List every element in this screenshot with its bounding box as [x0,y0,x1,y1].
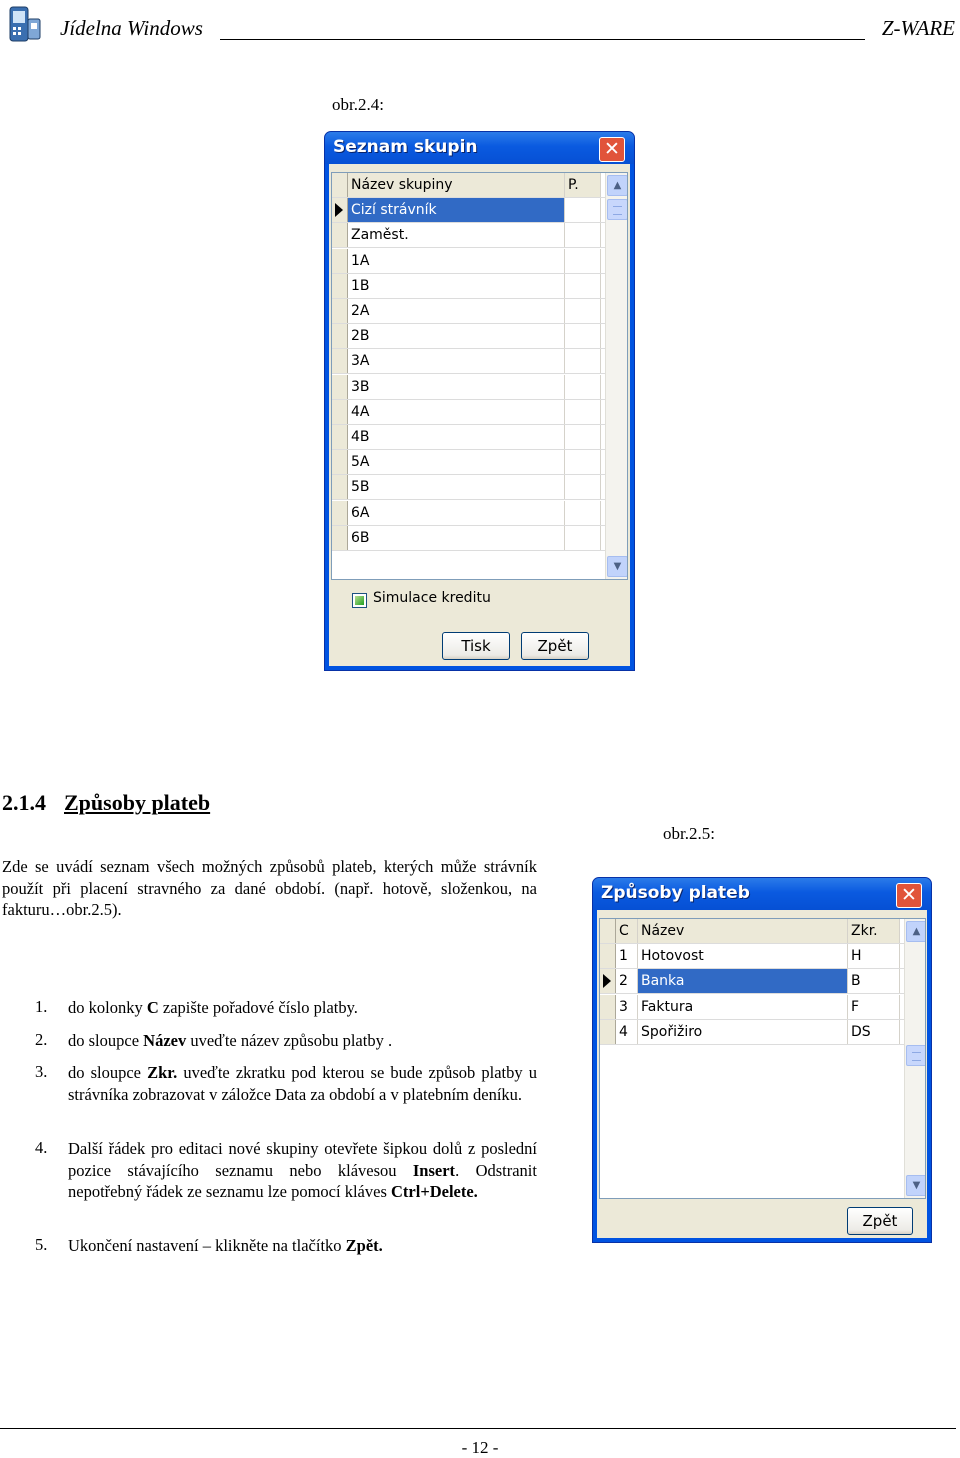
window-title: Způsoby plateb [601,883,750,903]
group-name-cell: 5B [348,475,565,499]
item-text: uveďte zkratku pod kterou se bude způsob platby u strávníka zobrazovat v záložce Data za období a v platebním deníku. [68,1063,537,1104]
list-number: 3. [35,1062,48,1081]
print-button[interactable]: Tisk [442,632,510,660]
bold-term: Zpět. [345,1236,383,1255]
item-text: do sloupce [68,1031,144,1050]
scroll-down-button[interactable] [906,1175,926,1196]
figure-caption: obr.2.5: [663,824,715,843]
list-item [68,1235,537,1257]
bold-term: Ctrl+Delete. [391,1182,478,1201]
table-row[interactable] [332,475,605,500]
title-bar [593,878,931,910]
back-button[interactable]: Zpět [521,632,589,660]
intro-paragraph: Zde se uvádí seznam všech možných způsobů plateb, kterých může strávník použít při placení stravného za dané období. (např. hotově, složenkou, na fakturu…obr.2.5). [2,857,537,919]
group-p-cell [565,375,601,399]
groups-window [324,131,635,671]
scroll-up-button[interactable] [906,921,926,942]
group-p-cell [565,475,601,499]
item-text: uveďte název způsobu platby . [186,1031,393,1050]
table-row[interactable] [332,450,605,475]
table-row[interactable] [332,249,605,274]
simulation-checkbox[interactable] [352,593,367,608]
table-row[interactable] [332,299,605,324]
group-p-cell [565,324,601,348]
row-indicator [332,249,348,273]
group-name-cell: 6B [348,526,565,550]
bold-term: Název [143,1031,187,1050]
payment-name-cell: Faktura [638,995,848,1019]
chevron-up-icon: ▲ [912,926,921,937]
row-indicator [332,375,348,399]
group-p-cell [565,425,601,449]
group-p-cell [565,526,601,550]
table-row[interactable] [332,375,605,400]
payment-abbr-cell: B [848,969,900,993]
window-client [329,164,630,666]
bold-term: Zkr. [147,1063,178,1082]
group-p-cell [565,349,601,373]
item-text: zapište pořadové číslo platby. [158,998,358,1017]
group-name-cell: Cizí strávník [348,198,565,222]
close-button[interactable] [599,137,625,162]
figure-caption: obr.2.4: [332,95,384,114]
column-header-p: P. [565,173,601,197]
table-row[interactable] [332,501,605,526]
row-indicator [332,425,348,449]
close-button[interactable] [896,883,922,908]
vertical-scrollbar[interactable] [904,919,926,1198]
payment-abbr-cell: F [848,995,900,1019]
section-title: Způsoby plateb [64,790,211,815]
column-header-abbr: Zkr. [848,919,900,943]
payment-abbr-cell: H [848,944,900,968]
row-indicator [332,450,348,474]
payment-grid[interactable] [599,918,926,1199]
column-header-name: Název skupiny [348,173,565,197]
payment-name-cell: Hotovost [638,944,848,968]
payment-name-cell: Banka [638,969,848,993]
group-name-cell: 6A [348,501,565,525]
row-indicator [600,944,616,968]
group-name-cell: 4A [348,400,565,424]
row-indicator [332,526,348,550]
row-indicator [332,475,348,499]
row-pointer-icon [335,203,343,217]
group-p-cell [565,450,601,474]
group-name-cell: 3B [348,375,565,399]
group-p-cell [565,299,601,323]
group-p-cell [565,223,601,247]
vertical-scrollbar[interactable] [605,173,627,579]
group-name-cell: 2B [348,324,565,348]
list-number: 4. [35,1138,48,1157]
group-p-cell [565,274,601,298]
list-number: 1. [35,997,48,1016]
row-indicator [600,919,616,943]
chevron-up-icon: ▲ [613,180,622,191]
table-row[interactable] [600,995,904,1020]
item-text: do kolonky [68,998,147,1017]
group-name-cell: Zaměst. [348,223,565,247]
column-header-name: Název [638,919,848,943]
group-name-cell: 1B [348,274,565,298]
row-pointer-icon [603,974,611,988]
payment-number-cell: 4 [616,1020,638,1044]
payment-name-cell: Spořižiro [638,1020,848,1044]
table-row[interactable] [332,349,605,374]
row-indicator [332,400,348,424]
group-p-cell [565,249,601,273]
table-row[interactable] [332,324,605,349]
row-indicator [600,995,616,1019]
chevron-down-icon: ▼ [613,561,622,572]
header-rule [220,39,865,40]
grid-header [600,919,904,944]
bold-term: Insert [412,1160,456,1180]
scroll-thumb[interactable] [607,199,628,220]
bold-term: C [146,998,159,1017]
header-title: Jídelna Windows [60,16,203,40]
table-row[interactable] [332,198,605,223]
section-number: 2.1.4 [2,790,46,815]
payment-abbr-cell: DS [848,1020,900,1044]
chevron-down-icon: ▼ [912,1180,921,1191]
header-brand: Z-WARE [881,16,955,40]
list-number: 2. [35,1030,48,1049]
footer-rule [0,1428,956,1429]
window-client [597,910,927,1238]
payment-number-cell: 2 [616,969,638,993]
row-indicator [600,1020,616,1044]
page-number: - 12 - [461,1438,499,1457]
scroll-up-button[interactable] [607,175,628,196]
item-text: do sloupce [68,1063,148,1082]
table-row[interactable] [600,1020,904,1045]
list-item [68,997,537,1019]
title-bar [325,132,634,164]
scroll-down-button[interactable] [607,556,628,577]
row-indicator [332,274,348,298]
row-indicator [332,299,348,323]
section-heading [2,790,210,816]
group-p-cell [565,400,601,424]
table-row[interactable] [332,274,605,299]
payment-number-cell: 3 [616,995,638,1019]
table-row[interactable] [332,400,605,425]
checkbox-label: Simulace kreditu [373,590,491,606]
payment-number-cell: 1 [616,944,638,968]
list-item [68,1138,537,1203]
table-row[interactable] [332,425,605,450]
table-row[interactable] [332,526,605,551]
list-item [68,1030,537,1052]
item-text: Ukončení nastavení – klikněte na tlačítko [68,1236,346,1255]
list-number: 5. [35,1235,48,1254]
group-name-cell: 4B [348,425,565,449]
list-item [68,1062,537,1105]
table-row[interactable] [600,969,904,994]
handheld-device-icon [4,3,44,45]
group-p-cell [565,501,601,525]
group-name-cell: 2A [348,299,565,323]
group-name-cell: 5A [348,450,565,474]
row-indicator [332,349,348,373]
scroll-thumb[interactable] [906,1045,926,1066]
row-indicator [600,969,616,993]
column-header-c: C [616,919,638,943]
table-row[interactable] [332,223,605,248]
group-name-cell: 3A [348,349,565,373]
window-title: Seznam skupin [333,137,478,157]
row-indicator [332,324,348,348]
row-indicator [332,223,348,247]
back-button[interactable]: Zpět [847,1207,913,1235]
group-name-cell: 1A [348,249,565,273]
row-indicator [332,173,348,197]
item-text: Další řádek pro editaci nové skupiny otevřete šipkou dolů z poslední pozice stávajícího seznamu nebo klávesou [68,1139,537,1180]
grid-header [332,173,605,198]
table-row[interactable] [600,944,904,969]
groups-grid[interactable] [331,172,628,580]
row-indicator [332,198,348,222]
item-text: . Odstranit nepotřebný řádek ze seznamu lze pomocí kláves [68,1160,537,1201]
payment-methods-window [592,877,932,1243]
row-indicator [332,501,348,525]
close-icon: ✕ [604,138,620,160]
group-p-cell [565,198,601,222]
close-icon: ✕ [901,884,917,906]
